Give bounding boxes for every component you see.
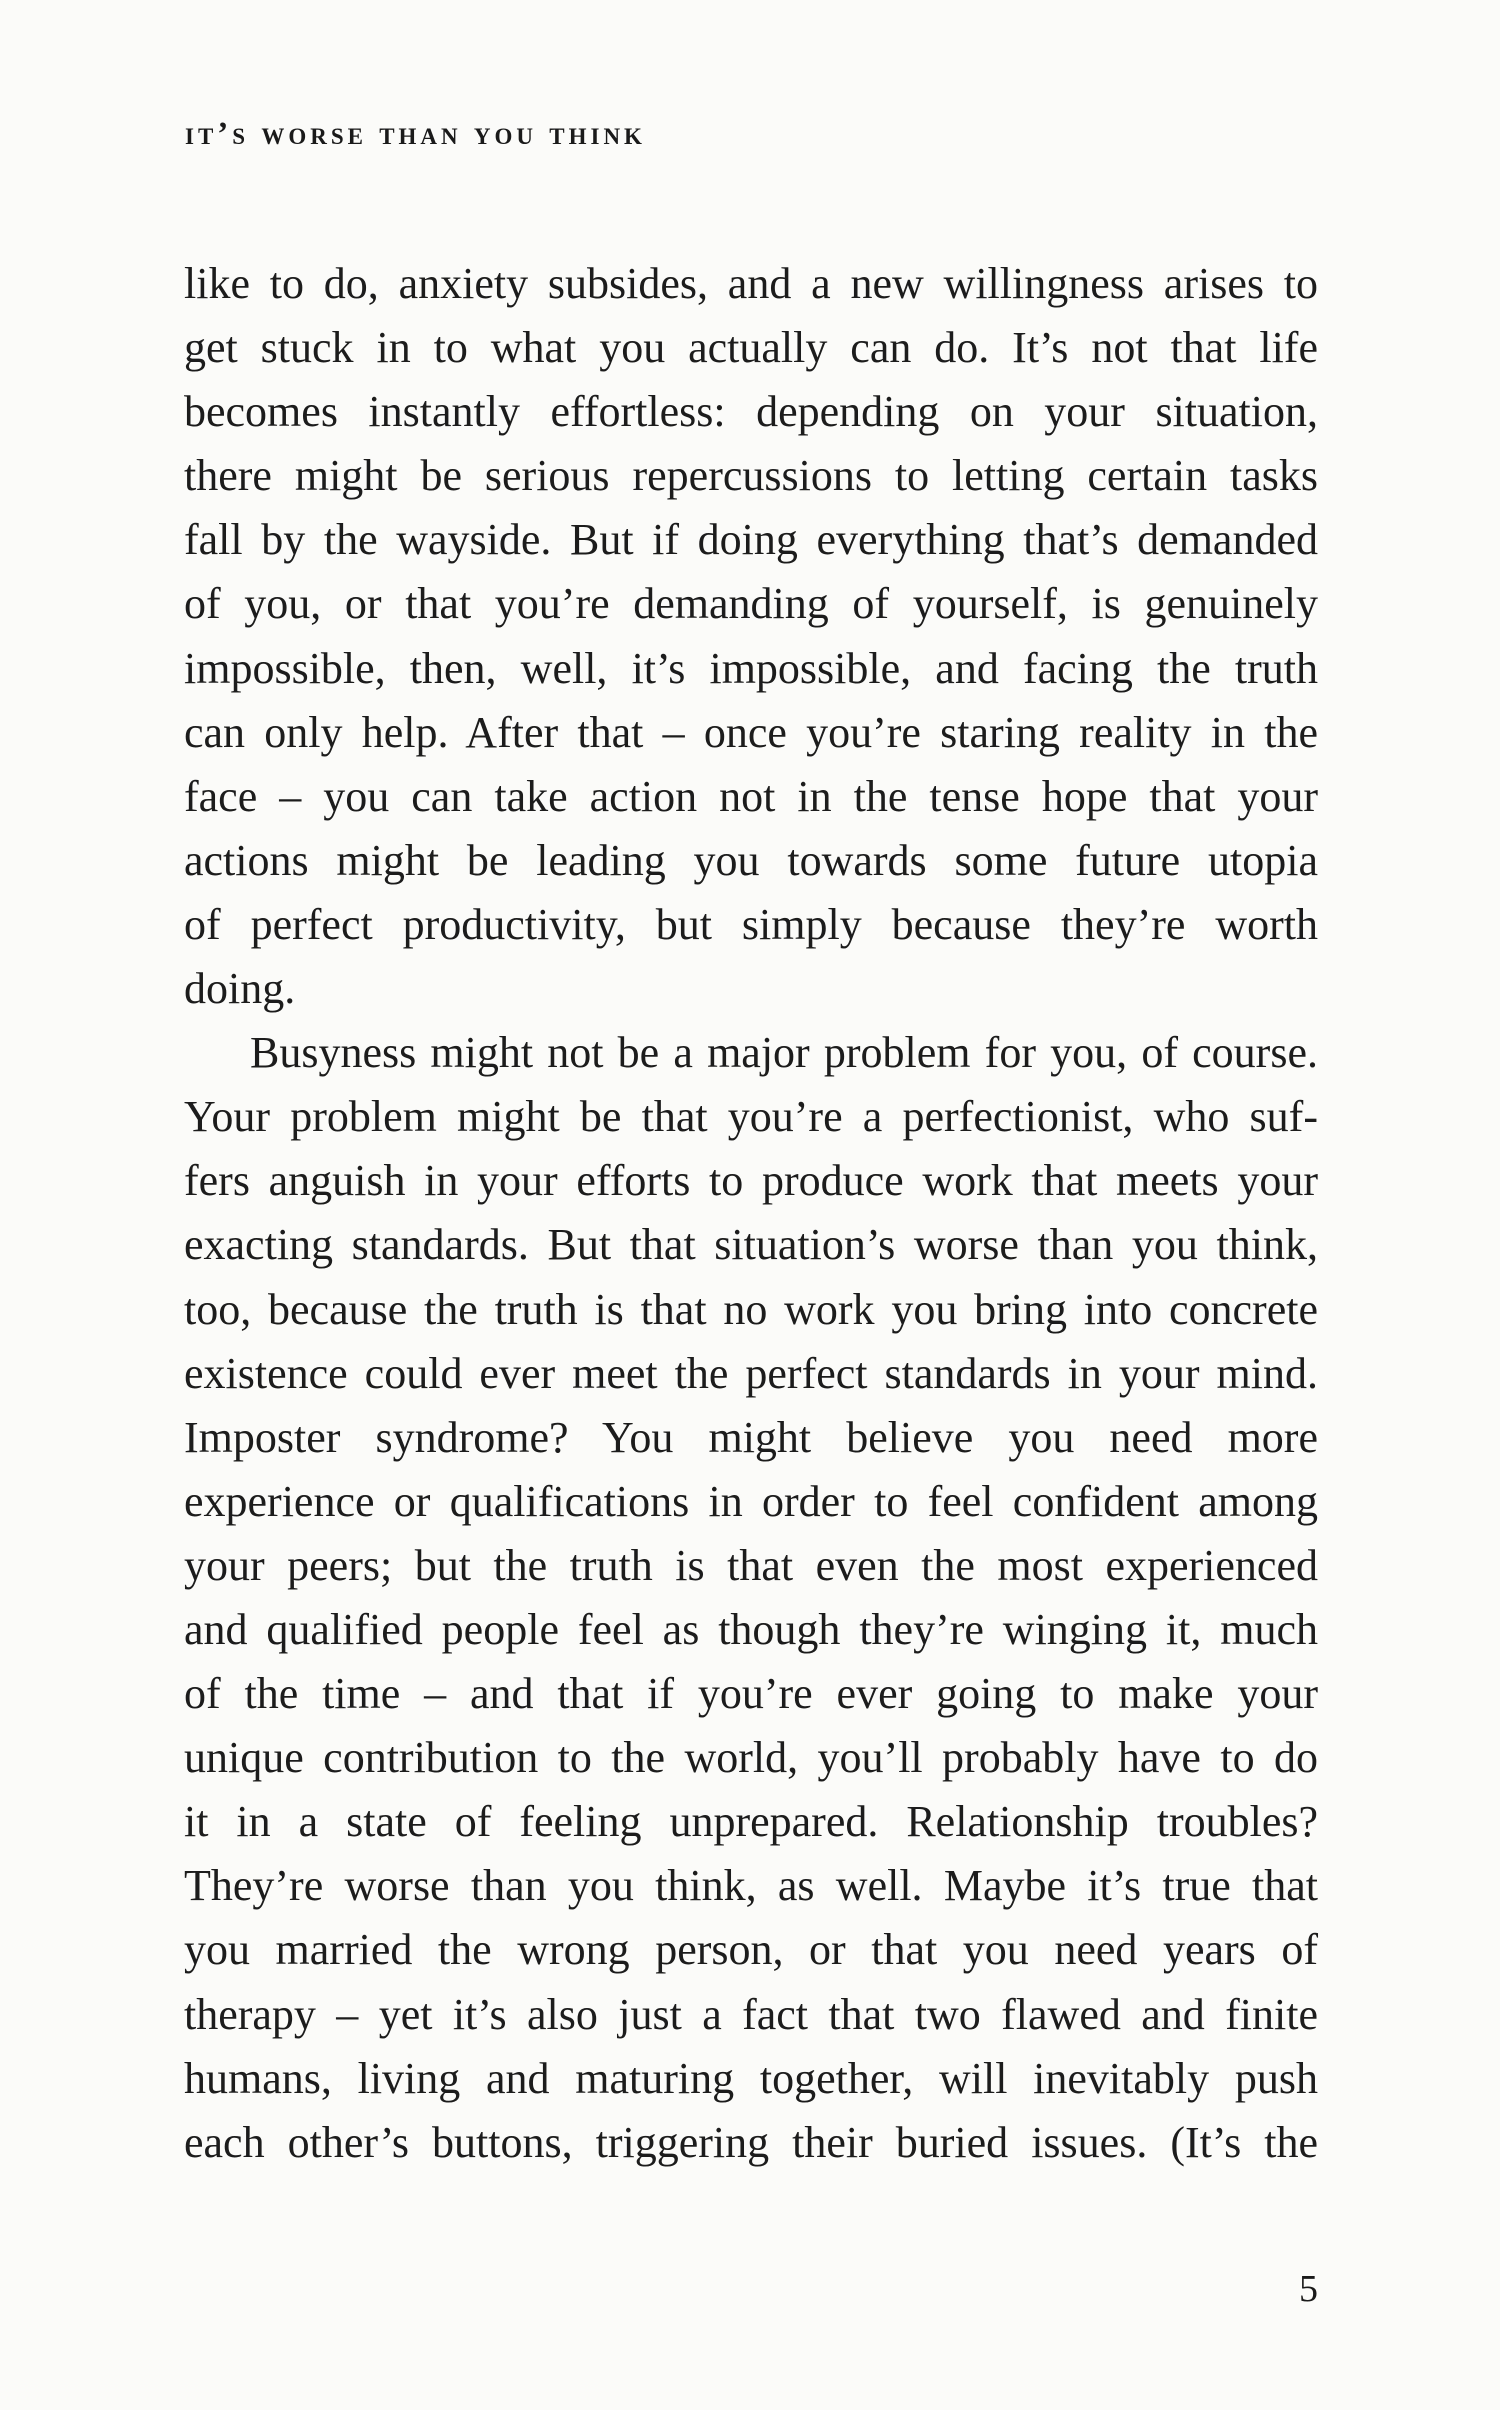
text-line: each other’s buttons, triggering their buried issues. (It’s the [184, 2117, 1318, 2167]
text-line: exacting standards. But that situation’s worse than you think, [184, 1220, 1318, 1270]
text-line: Your problem might be that you’re a perfectionist, who suf- [184, 1092, 1318, 1142]
text-line: of you, or that you’re demanding of yourself, is genuinely [184, 579, 1318, 629]
text-line: your peers; but the truth is that even the most experienced [184, 1540, 1318, 1590]
text-line: impossible, then, well, it’s impossible, and facing the truth [184, 643, 1318, 693]
text-line: actions might be leading you towards some future utopia [184, 835, 1318, 885]
text-line: of the time – and that if you’re ever going to make your [184, 1669, 1318, 1719]
text-line: there might be serious repercussions to letting certain tasks [184, 451, 1318, 501]
text-line: fers anguish in your efforts to produce work that meets your [184, 1156, 1318, 1206]
text-line: existence could ever meet the perfect standards in your mind. [184, 1348, 1318, 1398]
text-line: therapy – yet it’s also just a fact that two flawed and finite [184, 1989, 1318, 2039]
text-line: unique contribution to the world, you’ll probably have to do [184, 1733, 1318, 1783]
text-line: face – you can take action not in the tense hope that your [184, 771, 1318, 821]
text-line: experience or qualifications in order to feel confident among [184, 1476, 1318, 1526]
text-line: get stuck in to what you actually can do. It’s not that life [184, 323, 1318, 373]
page-number: 5 [1299, 2268, 1318, 2310]
text-line: too, because the truth is that no work you bring into concrete [184, 1284, 1318, 1334]
paragraph-start-line: Busyness might not be a major problem for you, of course. [250, 1028, 1318, 1078]
text-line: like to do, anxiety subsides, and a new willingness arises to [184, 259, 1318, 308]
text-line: and qualified people feel as though they’re winging it, much [184, 1604, 1318, 1654]
text-line: can only help. After that – once you’re staring reality in the [184, 707, 1318, 757]
running-head: it’s worse than you think [185, 116, 646, 152]
text-line: becomes instantly effortless: depending on your situation, [184, 387, 1318, 437]
text-line: it in a state of feeling unprepared. Relationship troubles? [184, 1797, 1318, 1847]
text-line: Imposter syndrome? You might believe you need more [184, 1412, 1318, 1462]
paragraph-end-line: doing. [184, 964, 296, 1014]
body-text [184, 252, 1318, 2175]
text-line: humans, living and maturing together, will inevitably push [184, 2053, 1318, 2103]
text-line: you married the wrong person, or that you need years of [184, 1925, 1318, 1975]
text-line: fall by the wayside. But if doing everything that’s demanded [184, 515, 1318, 565]
text-line: of perfect productivity, but simply because they’re worth [184, 899, 1318, 949]
text-line: They’re worse than you think, as well. Maybe it’s true that [184, 1861, 1318, 1911]
